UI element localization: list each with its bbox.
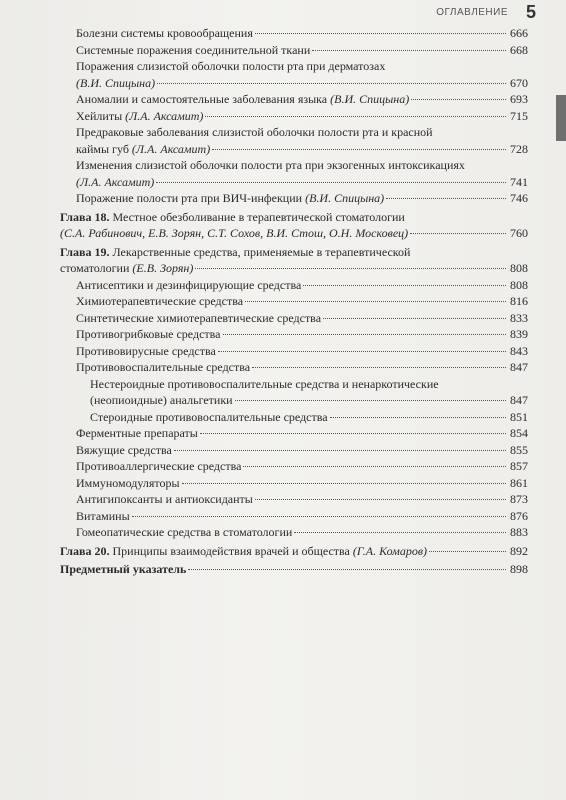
dot-leader — [200, 433, 506, 434]
toc-entry-text — [60, 543, 427, 560]
toc-entry-title: Противогрибковые средства — [76, 327, 221, 341]
toc-entry-title: Вяжущие средства — [76, 442, 172, 457]
toc-page-number: 668 — [510, 42, 528, 57]
toc-page-number: 855 — [510, 442, 528, 457]
toc-entry-title: Предраковые заболевания слизистой оболочки полости рта и красной — [76, 125, 433, 139]
dot-leader — [157, 83, 506, 84]
toc-section-entry — [60, 475, 528, 492]
toc-page-number: 760 — [510, 226, 528, 240]
toc-entry-text — [76, 458, 241, 475]
toc-chapter-entry — [60, 209, 528, 242]
toc-entry-line — [76, 310, 528, 327]
toc-section-entry — [60, 157, 528, 190]
toc-entry-text — [76, 25, 253, 42]
toc-entry-author: (В.И. Спицына) — [76, 75, 156, 90]
toc-entry-author: (Г.А. Комаров) — [352, 543, 428, 558]
toc-page-number: 857 — [510, 459, 528, 473]
toc-page-number: 892 — [510, 543, 528, 558]
toc-entry-last-line — [76, 75, 528, 92]
toc-entry-text — [76, 326, 221, 343]
toc-entry-text — [60, 561, 186, 578]
toc-section-entry — [60, 359, 528, 376]
toc-page-number: 833 — [510, 310, 528, 325]
toc-section-entry — [60, 42, 528, 59]
toc-page-number: 861 — [510, 475, 528, 490]
toc-entry-text — [76, 359, 250, 376]
toc-entry-title: Противовоспалительные средства — [76, 360, 251, 374]
toc-entry-title: Аномалии и самостоятельные заболевания языка — [76, 92, 328, 106]
dot-leader — [429, 551, 506, 552]
toc-entry-title-cont: каймы губ — [76, 141, 132, 156]
toc-page-number: 839 — [510, 327, 528, 341]
toc-entry-author: (Л.А. Аксамит) — [125, 108, 204, 123]
toc-page-number: 854 — [510, 426, 528, 440]
toc-entry-last-line — [60, 260, 528, 277]
toc-section-entry — [60, 108, 528, 125]
toc-entry-text — [76, 108, 203, 125]
dot-leader — [235, 400, 506, 401]
toc-entry-title-cont: стоматологии — [60, 261, 133, 275]
toc-entry-title: Антигипоксанты и антиоксиданты — [76, 492, 253, 506]
toc-page-number: 715 — [510, 108, 528, 123]
toc-page-number: 883 — [510, 525, 528, 539]
toc-entry-last-line — [90, 392, 528, 409]
toc-entry-text — [76, 491, 253, 508]
toc-entry-title-cont: (неопиоидные) анальгетики — [90, 393, 233, 407]
toc-entry-text — [76, 141, 210, 158]
toc-entry-title: Изменения слизистой оболочки полости рта при экзогенных интоксикациях — [76, 158, 465, 172]
toc-entry-title: Лекарственные средства, применяемые в терапевтической — [109, 244, 411, 259]
page-number: 5 — [525, 2, 536, 22]
toc-entry-title: Нестероидные противовоспалительные средства и ненаркотические — [90, 376, 439, 391]
toc-entry-line — [60, 543, 528, 560]
toc-page-number: 693 — [510, 92, 528, 106]
toc-entry-last-line — [76, 174, 528, 191]
toc-section-entry — [60, 491, 528, 508]
toc-entry-title: Противовирусные средства — [76, 343, 216, 358]
toc-entry-line — [76, 475, 528, 492]
chapter-label: Глава 18. — [60, 209, 110, 224]
toc-page-number: 847 — [510, 393, 528, 407]
dot-leader — [303, 285, 506, 286]
dot-leader — [156, 182, 506, 183]
toc-page-number: 808 — [510, 277, 528, 292]
toc-entry-title: Антисептики и дезинфицирующие средства — [76, 277, 302, 292]
toc-entry-text — [76, 524, 292, 541]
toc-entry-title: Хейлиты — [76, 108, 123, 123]
dot-leader — [174, 450, 506, 451]
toc-entry-line — [76, 293, 528, 310]
toc-entry-first-line — [90, 376, 528, 393]
dot-leader — [312, 50, 506, 51]
dot-leader — [294, 532, 506, 533]
toc-page-number: 808 — [510, 261, 528, 275]
toc-entry-text — [76, 475, 180, 492]
toc-section-entry — [60, 293, 528, 310]
toc-page-number: 746 — [510, 191, 528, 205]
toc-entry-title: Противоаллергические средства — [76, 459, 242, 473]
dot-leader — [410, 233, 506, 234]
toc-entry-text — [76, 293, 243, 310]
thumb-index-tab — [556, 95, 566, 141]
toc-entry-title: Химиотерапевтические средства — [76, 294, 244, 308]
chapter-label: Предметный указатель — [60, 562, 187, 576]
toc-entry-last-line — [76, 141, 528, 158]
toc-page-number: 666 — [510, 26, 528, 40]
toc-entry-line — [76, 25, 528, 42]
toc-entry-text — [90, 392, 233, 409]
toc-entry-title: Ферментные препараты — [76, 426, 198, 440]
toc-section-entry — [60, 376, 528, 409]
toc-entry-text — [76, 174, 154, 191]
toc-entry-line — [76, 108, 528, 125]
toc-entry-title: Болезни системы кровообращения — [76, 26, 253, 40]
toc-entry-title: Системные поражения соединительной ткани — [76, 42, 311, 57]
toc-section-entry — [60, 310, 528, 327]
toc-section-entry — [60, 458, 528, 475]
toc-entry-line — [76, 508, 528, 525]
toc-chapter-entry — [60, 561, 528, 578]
toc-entry-title: Поражение полости рта при ВИЧ-инфекции — [76, 191, 303, 205]
toc-entry-line — [76, 326, 528, 343]
toc-section-entry — [60, 91, 528, 108]
toc-entry-title: Поражения слизистой оболочки полости рта при дерматозах — [76, 59, 386, 73]
toc-section-entry — [60, 343, 528, 360]
toc-entry-title: Стероидные противовоспалительные средства — [90, 409, 328, 424]
dot-leader — [132, 516, 506, 517]
dot-leader — [245, 301, 506, 302]
toc-entry-line — [76, 359, 528, 376]
toc-entry-text — [76, 442, 172, 459]
toc-page-number: 728 — [510, 141, 528, 156]
toc-section-entry — [60, 442, 528, 459]
toc-entry-text — [76, 42, 310, 59]
toc-chapter-entry — [60, 543, 528, 560]
toc-page-number: 851 — [510, 409, 528, 424]
toc-entry-author: (В.И. Спицына) — [305, 191, 385, 205]
toc-section-entry — [60, 326, 528, 343]
toc-entry-text — [76, 91, 409, 108]
running-header — [0, 4, 566, 24]
toc-entry-line — [76, 91, 528, 108]
toc-section-entry — [60, 25, 528, 42]
toc-entry-line — [76, 491, 528, 508]
toc-page-number: 843 — [510, 343, 528, 358]
toc-entry-line — [76, 442, 528, 459]
dot-leader — [212, 149, 506, 150]
dot-leader — [218, 351, 506, 352]
toc-chapter-entry — [60, 244, 528, 277]
toc-page-number: 847 — [510, 360, 528, 374]
toc-entry-author: (С.А. Рабинович, Е.В. Зорян, С.Т. Сохов, В.И. Стош, О.Н. Московец) — [60, 226, 409, 240]
toc-entry-text — [76, 425, 198, 442]
toc-section-entry — [60, 190, 528, 207]
table-of-contents — [60, 25, 528, 578]
dot-leader — [252, 367, 506, 368]
toc-page-number: 898 — [510, 562, 528, 576]
dot-leader — [330, 417, 506, 418]
toc-section-entry — [60, 277, 528, 294]
chapter-label: Глава 19. — [60, 244, 110, 259]
toc-entry-first-line — [60, 244, 528, 261]
toc-entry-line — [76, 277, 528, 294]
toc-entry-line — [76, 425, 528, 442]
dot-leader — [386, 198, 506, 199]
dot-leader — [188, 569, 506, 570]
toc-entry-text — [76, 277, 301, 294]
dot-leader — [205, 116, 506, 117]
toc-entry-last-line — [60, 225, 528, 242]
toc-page-number: 873 — [510, 492, 528, 506]
toc-page-number: 670 — [510, 75, 528, 90]
toc-entry-author: (Л.А. Аксамит) — [131, 141, 211, 156]
toc-entry-author: (В.И. Спицына) — [330, 92, 410, 106]
dot-leader — [223, 334, 507, 335]
toc-entry-line — [60, 561, 528, 578]
toc-entry-author: (Л.А. Аксамит) — [76, 174, 155, 189]
toc-entry-text — [60, 260, 193, 277]
toc-entry-title: Гомеопатические средства в стоматологии — [76, 525, 293, 539]
toc-entry-title: Синтетические химиотерапевтические средства — [76, 310, 322, 325]
toc-entry-text — [76, 343, 216, 360]
toc-entry-first-line — [76, 58, 528, 75]
toc-entry-line — [76, 42, 528, 59]
toc-entry-text — [76, 508, 130, 525]
toc-entry-text — [76, 310, 321, 327]
toc-section-entry — [60, 124, 528, 157]
toc-entry-line — [90, 409, 528, 426]
toc-section-entry — [60, 425, 528, 442]
toc-section-entry — [60, 508, 528, 525]
dot-leader — [255, 33, 506, 34]
dot-leader — [195, 268, 506, 269]
dot-leader — [255, 499, 506, 500]
toc-section-entry — [60, 58, 528, 91]
chapter-label: Глава 20. — [60, 543, 110, 558]
dot-leader — [411, 99, 506, 100]
toc-entry-line — [76, 190, 528, 207]
toc-section-entry — [60, 524, 528, 541]
dot-leader — [323, 318, 506, 319]
toc-entry-title: Принципы взаимодействия врачей и общества — [109, 543, 350, 558]
toc-entry-line — [76, 458, 528, 475]
toc-section-entry — [60, 409, 528, 426]
toc-page-number: 876 — [510, 508, 528, 523]
toc-entry-author: (Е.В. Зорян) — [132, 261, 194, 275]
toc-entry-text — [90, 409, 328, 426]
toc-entry-title: Витамины — [76, 508, 130, 523]
toc-entry-text — [76, 75, 155, 92]
toc-entry-first-line — [76, 124, 528, 141]
toc-entry-line — [76, 343, 528, 360]
dot-leader — [182, 483, 506, 484]
dot-leader — [243, 466, 506, 467]
toc-page-number: 741 — [510, 174, 528, 189]
toc-entry-line — [76, 524, 528, 541]
toc-entry-first-line — [76, 157, 528, 174]
toc-entry-text — [60, 225, 408, 242]
toc-entry-first-line — [60, 209, 528, 226]
toc-entry-title: Местное обезболивание в терапевтической стоматологии — [109, 209, 405, 224]
toc-page-number: 816 — [510, 294, 528, 308]
toc-entry-title: Иммуномодуляторы — [76, 475, 180, 490]
toc-entry-text — [76, 190, 384, 207]
section-title: ОГЛАВЛЕНИЕ — [436, 7, 508, 18]
